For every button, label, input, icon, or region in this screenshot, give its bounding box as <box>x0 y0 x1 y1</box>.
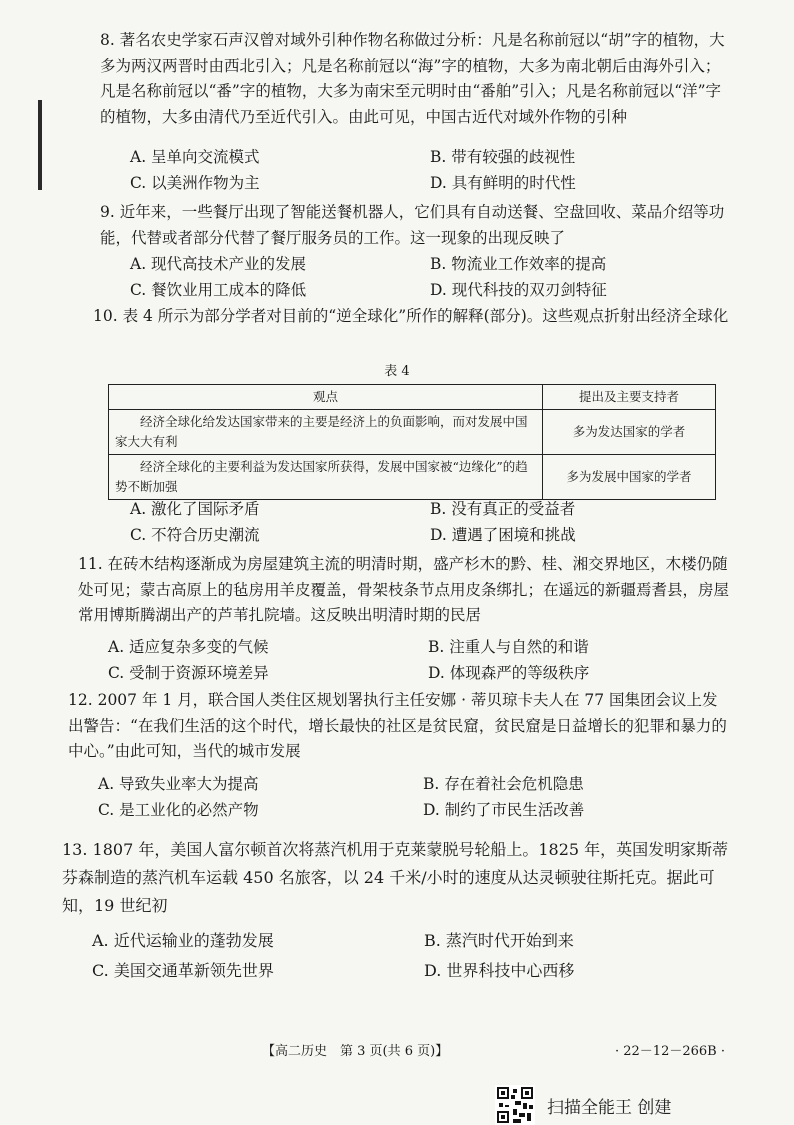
table-header: 观点 <box>109 385 543 410</box>
question-stem: 8. 著名农史学家石声汉曾对域外引种作物名称做过分析：凡是名称前冠以“胡”字的植物，大多为两汉两晋时由西北引入；凡是名称前冠以“海”字的植物，大多为南北朝后由海外引入；凡是名称前冠以“番”字的植物，大多为南宋至元明时由“番舶”引入；凡是名称前冠以“洋”字的植物，大多由清代乃至近代引入。由此可见，中国古近代对域外作物的引种 <box>100 31 725 126</box>
question-8-options <box>100 145 725 197</box>
table-row <box>109 410 716 455</box>
option-d: D. 具有鲜明的时代性 <box>430 174 576 192</box>
question-11-options <box>78 635 733 687</box>
option-b: B. 物流业工作效率的提高 <box>430 255 607 273</box>
option-c: C. 是工业化的必然产物 <box>98 801 259 819</box>
question-8 <box>100 28 725 130</box>
option-a: A. 激化了国际矛盾 <box>130 500 260 518</box>
option-b: B. 带有较强的歧视性 <box>430 148 576 166</box>
option-c: C. 受制于资源环境差异 <box>108 664 269 682</box>
option-b: B. 存在着社会危机隐患 <box>423 775 584 793</box>
question-12 <box>68 688 733 765</box>
question-9-options <box>100 252 725 304</box>
margin-mark <box>38 100 42 190</box>
option-d: D. 制约了市民生活改善 <box>423 801 585 819</box>
watermark-text: 扫描全能王 创建 <box>547 1097 672 1118</box>
question-stem: 11. 在砖木结构逐渐成为房屋建筑主流的明清时期，盛产杉木的黔、桂、湘交界地区，木楼仍随处可见；蒙古高原上的毡房用羊皮覆盖，骨架枝条节点用皮条绑扎；在遥远的新疆焉耆县，房屋常用博斯腾湖出产的芦苇扎院墙。这反映出明清时期的民居 <box>78 555 730 624</box>
option-b: B. 注重人与自然的和谐 <box>428 638 589 656</box>
option-d: D. 世界科技中心西移 <box>424 961 575 980</box>
question-stem: 13. 1807 年，美国人富尔顿首次将蒸汽机用于克莱蒙脱号轮船上。1825 年，英国发明家斯蒂芬森制造的蒸汽机车运载 450 名旅客，以 24 千米/小时的速度从达灵顿驶往斯托克。据此可知，19 世纪初 <box>62 840 729 915</box>
qr-code-icon <box>495 1085 535 1125</box>
option-a: A. 近代运输业的蓬勃发展 <box>92 931 274 950</box>
table-row <box>109 455 716 500</box>
option-d: D. 遭遇了困境和挑战 <box>430 526 576 544</box>
question-9 <box>100 200 725 251</box>
question-13 <box>62 836 734 920</box>
table-cell: 多为发达国家的学者 <box>543 410 716 455</box>
option-a: A. 导致失业率大为提高 <box>98 775 259 793</box>
question-stem: 12. 2007 年 1 月，联合国人类住区规划署执行主任安娜 · 蒂贝琼卡夫人在 77 国集团会议上发出警告：“在我们生活的这个时代，增长最快的社区是贫民窟，贫民窟是日益增长的犯罪和暴力的中心。”由此可知，当代的城市发展 <box>68 691 727 760</box>
table-cell: 经济全球化给发达国家带来的主要是经济上的负面影响，而对发展中国家大大有利 <box>109 410 543 455</box>
option-b: B. 没有真正的受益者 <box>430 500 576 518</box>
option-a: A. 适应复杂多变的气候 <box>108 638 269 656</box>
question-stem: 9. 近年来，一些餐厅出现了智能送餐机器人，它们具有自动送餐、空盘回收、菜品介绍等功能，代替或者部分代替了餐厅服务员的工作。这一现象的出现反映了 <box>100 203 725 247</box>
question-12-options <box>68 772 733 824</box>
scanner-watermark <box>495 1085 671 1125</box>
option-c: C. 不符合历史潮流 <box>130 526 260 544</box>
table-4 <box>108 384 716 500</box>
table-cell: 多为发展中国家的学者 <box>543 455 716 500</box>
option-a: A. 现代高技术产业的发展 <box>130 255 307 273</box>
question-11 <box>78 552 733 629</box>
option-c: C. 以美洲作物为主 <box>130 174 260 192</box>
option-c: C. 美国交通革新领先世界 <box>92 961 274 980</box>
question-10 <box>93 304 733 330</box>
table-cell: 经济全球化的主要利益为发达国家所获得，发展中国家被“边缘化”的趋势不断加强 <box>109 455 543 500</box>
option-c: C. 餐饮业用工成本的降低 <box>130 281 307 299</box>
page-footer: 【高二历史 第 3 页(共 6 页)】 <box>262 1044 449 1059</box>
table-header: 提出及主要支持者 <box>543 385 716 410</box>
question-13-options <box>62 928 734 988</box>
option-a: A. 呈单向交流模式 <box>130 148 260 166</box>
question-10-options <box>100 497 725 549</box>
option-d: D. 体现森严的等级秩序 <box>428 664 590 682</box>
option-b: B. 蒸汽时代开始到来 <box>424 931 574 950</box>
exam-code: · 22－12－266B · <box>615 1044 725 1059</box>
table-header-row <box>109 385 716 410</box>
question-stem: 10. 表 4 所示为部分学者对目前的“逆全球化”所作的解释(部分)。这些观点折射出经济全球化 <box>93 307 729 325</box>
option-d: D. 现代科技的双刃剑特征 <box>430 281 607 299</box>
table-title: 表 4 <box>384 364 410 379</box>
